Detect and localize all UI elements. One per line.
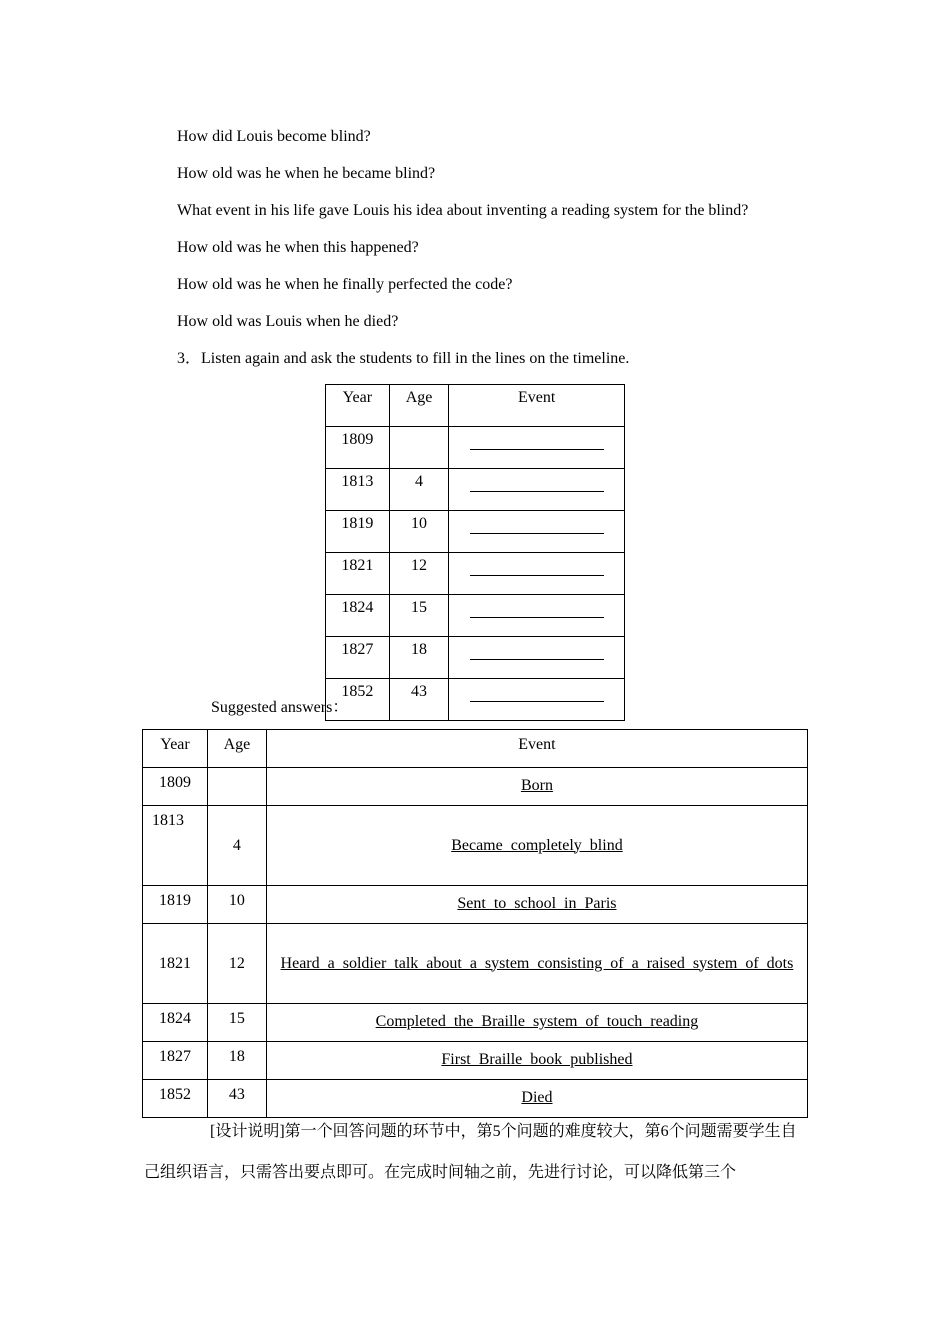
event-cell: [266, 1042, 807, 1080]
event-cell: [266, 1004, 807, 1042]
blank-line: [470, 641, 604, 660]
header-age: Age: [207, 730, 266, 768]
question-6: How old was Louis when he died?: [177, 313, 399, 330]
age-cell: 4: [207, 806, 266, 886]
blank-line: [470, 431, 604, 450]
event-cell: [449, 637, 625, 679]
event-answer: Became completely blind: [451, 836, 623, 854]
event-cell: [266, 924, 807, 1004]
table-row: [326, 511, 625, 553]
blank-line: [470, 515, 604, 534]
table-row: [326, 427, 625, 469]
table-row: [326, 595, 625, 637]
event-cell: [449, 469, 625, 511]
header-year: Year: [143, 730, 208, 768]
table-row: [143, 768, 808, 806]
design-note: [144, 1111, 808, 1193]
event-cell: [449, 427, 625, 469]
blank-line: [470, 473, 604, 492]
year-cell: 1821: [143, 924, 208, 1004]
event-cell: [449, 679, 625, 721]
table-row: [143, 1004, 808, 1042]
table-row: [326, 679, 625, 721]
year-cell: 1824: [143, 1004, 208, 1042]
event-answer: Died: [521, 1089, 553, 1106]
year-cell: 1852: [326, 679, 390, 721]
table-row: [326, 637, 625, 679]
age-cell: 43: [389, 679, 449, 721]
year-cell: 1827: [143, 1042, 208, 1080]
event-answer: Sent to school in Paris: [457, 895, 617, 912]
year-cell: 1819: [326, 511, 390, 553]
event-cell: [449, 511, 625, 553]
blank-line: [470, 683, 604, 702]
table-row: [143, 924, 808, 1004]
timeline-table: [325, 384, 625, 721]
event-cell: [266, 886, 807, 924]
age-cell: 10: [207, 886, 266, 924]
event-cell: [449, 553, 625, 595]
blank-line: [470, 599, 604, 618]
age-cell: 10: [389, 511, 449, 553]
year-cell: 1819: [143, 886, 208, 924]
table-header-row: [143, 730, 808, 768]
table-row: [143, 806, 808, 886]
event-answer: First Braille book published: [441, 1051, 633, 1068]
table-row: [326, 469, 625, 511]
table-row: [143, 1042, 808, 1080]
header-age: Age: [389, 385, 449, 427]
question-5: How old was he when he finally perfected the code?: [177, 276, 513, 293]
blank-line: [470, 557, 604, 576]
question-4: How old was he when this happened?: [177, 239, 419, 256]
suggested-answers-label: Suggested answers：: [211, 699, 349, 716]
year-cell: 1813: [143, 806, 208, 886]
age-cell: 12: [207, 924, 266, 1004]
event-answer: Heard a soldier talk about a system consisting of a raised system of dots: [280, 954, 794, 972]
header-event: Event: [266, 730, 807, 768]
year-cell: 1827: [326, 637, 390, 679]
age-cell: 15: [207, 1004, 266, 1042]
year-cell: 1821: [326, 553, 390, 595]
question-2: How old was he when he became blind?: [177, 165, 436, 182]
age-cell: 18: [389, 637, 449, 679]
instruction: 3．Listen again and ask the students to fill in the lines on the timeline.: [177, 350, 630, 367]
year-cell: 1852: [143, 1080, 208, 1118]
age-cell: 4: [389, 469, 449, 511]
table-row: [326, 553, 625, 595]
age-cell: 43: [207, 1080, 266, 1118]
event-cell: [449, 595, 625, 637]
age-cell: 12: [389, 553, 449, 595]
design-note-text: [设计说明]第一个回答问题的环节中，第5个问题的难度较大，第6个问题需要学生自己组织语言，只需答出要点即可。在完成时间轴之前，先进行讨论，可以降低第三个: [144, 1123, 797, 1181]
event-cell: [266, 768, 807, 806]
year-cell: 1809: [326, 427, 390, 469]
answers-table: [142, 729, 808, 1118]
event-answer: Completed the Braille system of touch reading: [375, 1013, 699, 1030]
question-1: How did Louis become blind?: [177, 128, 371, 145]
year-cell: 1813: [326, 469, 390, 511]
event-cell: [266, 806, 807, 886]
header-year: Year: [326, 385, 390, 427]
table-row: [143, 886, 808, 924]
age-cell: 18: [207, 1042, 266, 1080]
header-event: Event: [449, 385, 625, 427]
age-cell: 15: [389, 595, 449, 637]
question-3: What event in his life gave Louis his idea about inventing a reading system for the blind?: [177, 202, 749, 219]
table-header-row: [326, 385, 625, 427]
age-cell: [389, 427, 449, 469]
event-answer: Born: [520, 777, 553, 794]
year-cell: 1809: [143, 768, 208, 806]
age-cell: [207, 768, 266, 806]
year-cell: 1824: [326, 595, 390, 637]
